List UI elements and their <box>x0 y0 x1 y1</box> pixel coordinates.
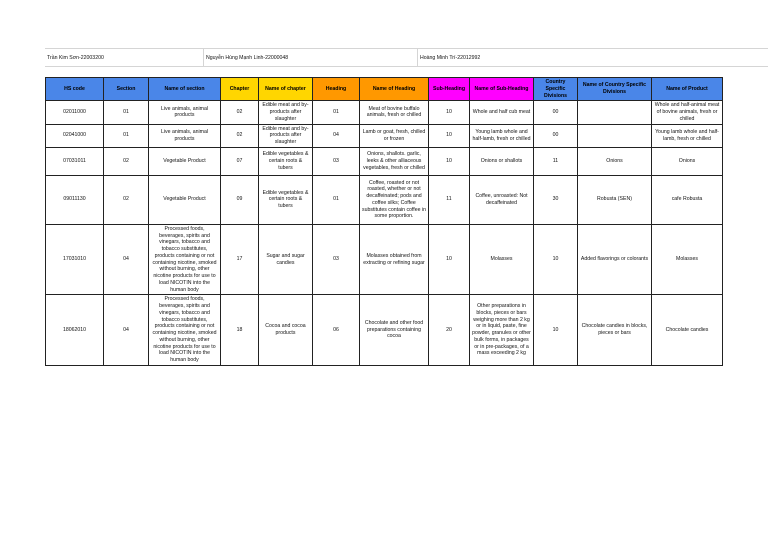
table-row <box>46 224 723 295</box>
header-name-of-heading: Name of Heading <box>360 78 429 101</box>
cell-hs-code: 07031011 <box>46 147 104 175</box>
cell-name-of-heading: Coffee, roasted or not roasted, whether or not decaffeinated; pods and coffee silks; Coffee substitutes contain coffee in some proportion. <box>360 175 429 224</box>
header-section: Section <box>104 78 149 101</box>
cell-name-of-heading: Chocolate and other food preparations containing cocoa <box>360 295 429 366</box>
cell-sub-heading: 20 <box>429 295 470 366</box>
cell-product: Young lamb whole and half-lamb, fresh or chilled <box>652 124 723 147</box>
cell-sub-heading: 10 <box>429 224 470 295</box>
cell-section: 02 <box>104 175 149 224</box>
cell-name-of-section: Processed foods, beverages, spirits and vinegars, tobacco and tobacco substitutes, products containing or not containing nicotine, smoked without burning, other nicotine products for use to load NICOTIN into the human body <box>149 295 221 366</box>
cell-chapter: 18 <box>221 295 259 366</box>
cell-name-of-country-div <box>578 101 652 124</box>
cell-hs-code: 18062010 <box>46 295 104 366</box>
table-row <box>46 295 723 366</box>
cell-country-div: 30 <box>534 175 578 224</box>
cell-name-of-country-div: Onions <box>578 147 652 175</box>
header-row <box>46 78 723 101</box>
cell-name-of-sub-heading: Onions or shallots <box>470 147 534 175</box>
cell-name-of-chapter: Edible meat and by-products after slaughter <box>259 124 313 147</box>
cell-name-of-chapter: Cocoa and cocoa products <box>259 295 313 366</box>
cell-name-of-country-div: Robusta (SEN) <box>578 175 652 224</box>
header-name-of-section: Name of section <box>149 78 221 101</box>
cell-name-of-sub-heading: Coffee, unroasted: Not decaffeinated <box>470 175 534 224</box>
cell-hs-code: 09011130 <box>46 175 104 224</box>
header-name-of-chapter: Name of chapter <box>259 78 313 101</box>
cell-product: Chocolate candies <box>652 295 723 366</box>
cell-heading: 03 <box>313 224 360 295</box>
cell-section: 01 <box>104 101 149 124</box>
cell-name-of-section: Live animals, animal products <box>149 101 221 124</box>
table-row <box>46 124 723 147</box>
cell-heading: 01 <box>313 101 360 124</box>
cell-hs-code: 17031010 <box>46 224 104 295</box>
cell-name-of-heading: Meat of bovine buffalo animals, fresh or chilled <box>360 101 429 124</box>
cell-product: Whole and half-animal meat of bovine animals, fresh or chilled <box>652 101 723 124</box>
student-names-row <box>45 48 722 67</box>
cell-name-of-country-div <box>578 124 652 147</box>
student-name-1: Trần Kim Sơn-22003200 <box>45 48 203 67</box>
cell-hs-code: 02011000 <box>46 101 104 124</box>
student-name-3: Hoàng Minh Trí-22012992 <box>417 48 768 67</box>
cell-chapter: 02 <box>221 124 259 147</box>
cell-name-of-chapter: Edible vegetables & certain roots & tubers <box>259 175 313 224</box>
cell-chapter: 09 <box>221 175 259 224</box>
cell-name-of-section: Processed foods, beverages, spirits and vinegars, tobacco and tobacco substitutes, products containing or not containing nicotine, smoked without burning, other nicotine products for use to load NICOTIN into the human body <box>149 224 221 295</box>
cell-name-of-heading: Onions, shallots. garlic, leeks & other alliaceous vegetables, fresh or chilled <box>360 147 429 175</box>
cell-name-of-section: Vegetable Product <box>149 175 221 224</box>
header-heading: Heading <box>313 78 360 101</box>
cell-name-of-sub-heading: Molasses <box>470 224 534 295</box>
cell-name-of-section: Vegetable Product <box>149 147 221 175</box>
cell-sub-heading: 10 <box>429 124 470 147</box>
cell-hs-code: 02041000 <box>46 124 104 147</box>
header-name-of-product: Name of Product <box>652 78 723 101</box>
table-row <box>46 175 723 224</box>
cell-name-of-chapter: Edible vegetables & certain roots & tubers <box>259 147 313 175</box>
cell-name-of-heading: Lamb or goat, fresh, chilled or frozen <box>360 124 429 147</box>
cell-section: 01 <box>104 124 149 147</box>
cell-sub-heading: 10 <box>429 147 470 175</box>
cell-name-of-country-div: Chocolate candies in blocks, pieces or bars <box>578 295 652 366</box>
student-name-2: Nguyễn Hùng Mạnh Linh-22000048 <box>203 48 417 67</box>
cell-country-div: 10 <box>534 224 578 295</box>
cell-chapter: 17 <box>221 224 259 295</box>
cell-sub-heading: 11 <box>429 175 470 224</box>
cell-heading: 06 <box>313 295 360 366</box>
cell-sub-heading: 10 <box>429 101 470 124</box>
cell-product: Molasses <box>652 224 723 295</box>
cell-chapter: 02 <box>221 101 259 124</box>
cell-product: Onions <box>652 147 723 175</box>
header-country-specific-divisions: Country Specific Divisions <box>534 78 578 101</box>
cell-section: 04 <box>104 224 149 295</box>
table-row <box>46 147 723 175</box>
cell-name-of-chapter: Edible meat and by-products after slaughter <box>259 101 313 124</box>
cell-country-div: 00 <box>534 101 578 124</box>
cell-heading: 04 <box>313 124 360 147</box>
cell-country-div: 11 <box>534 147 578 175</box>
header-sub-heading: Sub-Heading <box>429 78 470 101</box>
cell-chapter: 07 <box>221 147 259 175</box>
header-hs-code: HS code <box>46 78 104 101</box>
cell-heading: 03 <box>313 147 360 175</box>
cell-section: 04 <box>104 295 149 366</box>
cell-heading: 01 <box>313 175 360 224</box>
header-name-of-sub-heading: Name of Sub-Heading <box>470 78 534 101</box>
cell-name-of-country-div: Added flavorings or colorants <box>578 224 652 295</box>
cell-name-of-sub-heading: Other preparations in blocks, pieces or bars weighing more than 2 kg or in liquid, paste, fine powder, granules or other bulk forms, in packages or in pre-packages, of a mass exceeding 2 kg <box>470 295 534 366</box>
cell-name-of-sub-heading: Young lamb whole and half-lamb, fresh or chilled <box>470 124 534 147</box>
header-chapter: Chapter <box>221 78 259 101</box>
cell-product: cafe Robusta <box>652 175 723 224</box>
cell-country-div: 00 <box>534 124 578 147</box>
cell-section: 02 <box>104 147 149 175</box>
cell-name-of-chapter: Sugar and sugar candies <box>259 224 313 295</box>
hs-code-table <box>45 77 723 366</box>
cell-country-div: 10 <box>534 295 578 366</box>
header-name-of-country-specific-divisions: Name of Country Specific Divisions <box>578 78 652 101</box>
table-row <box>46 101 723 124</box>
cell-name-of-section: Live animals, animal products <box>149 124 221 147</box>
cell-name-of-heading: Molasses obtained from extracting or refining sugar <box>360 224 429 295</box>
cell-name-of-sub-heading: Whole and half cub meat <box>470 101 534 124</box>
